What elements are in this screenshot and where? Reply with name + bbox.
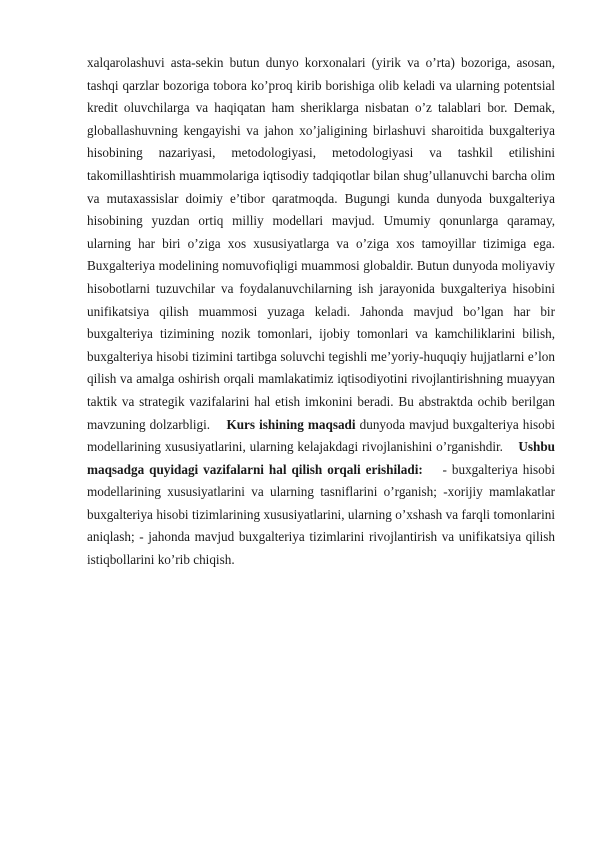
document-page [87, 52, 555, 572]
goal-label: Kurs ishining maqsadi [226, 416, 356, 432]
tasks-label: Ushbu maqsadga quyidagi vazifalarni hal qilish orqali erishiladi: [87, 439, 555, 477]
body-paragraph [87, 52, 555, 572]
tasks-text: - buxgalteriya hisobi modellarining xususiyatlarini va ularning tasniflarini o’rganish; -xorijiy mamlakatlar buxgalteriya hisobi tizimlarining xususiyatlarini, ularning o’xshash va farqli tomonlarini aniqlash; - jahonda mavjud buxgalteriya tizimlarini rivojlantirish va unifikatsiya qilish istiqbollarini ko’rib chiqish. [87, 461, 555, 568]
goal-text: dunyoda mavjud buxgalteriya hisobi modellarining xususiyatlarini, ularning kelajakdagi rivojlanishini o’rganishdir. [87, 416, 556, 455]
intro-text: xalqarolashuvi asta-sekin butun dunyo korxonalari (yirik va o’rta) bozoriga, asosan, tashqi qarzlar bozoriga tobora ko’proq kirib borishiga olib keladi va ularning potentsial kredit oluvchilarga va haqiqatan ham sheriklarga nisbatan o’z talablari bor. Demak, globallashuvning kengayishi va jahon xo’jaligining birlashuvi sharoitida buxgalteriya hisobining nazariyasi, metodologiyasi, metodologiyasi va tashkil etilishini takomillashtirish muammolariga iqtisodiy tadqiqotlar bilan shug’ullanuvchi barcha olim va mutaxassislar doimiy e’tibor qaratmoqda. Bugungi kunda dunyoda buxgalteriya hisobining yuzdan ortiq milliy modellari mavjud. Umumiy qonunlarga qaramay, ularning har biri o’ziga xos xususiyatlarga va o’ziga xos tamoyillar tizimiga ega. Buxgalteriya modelining nomuvofiqligi muammosi globaldir. Butun dunyoda moliyaviy hisobotlarni tuzuvchilar va foydalanuvchilarning ish jarayonida buxgalteriya hisobini unifikatsiya qilish muammosi yuzaga keladi. Jahonda mavjud bo’lgan har bir buxgalteriya tizimining nozik tomonlari, ijobiy tomonlari va kamchiliklarini bilish, buxgalteriya hisobi tizimini tartibga soluvchi tegishli me’yoriy-huquqiy hujjatlarni e’lon qilish va amalga oshirish orqali mamlakatimiz iqtisodiyotini rivojlantirishning muayyan taktik va strategik vazifalarini hal etish imkonini beradi. Bu abstraktda ochib berilgan mavzuning dolzarbligi. [87, 55, 555, 432]
